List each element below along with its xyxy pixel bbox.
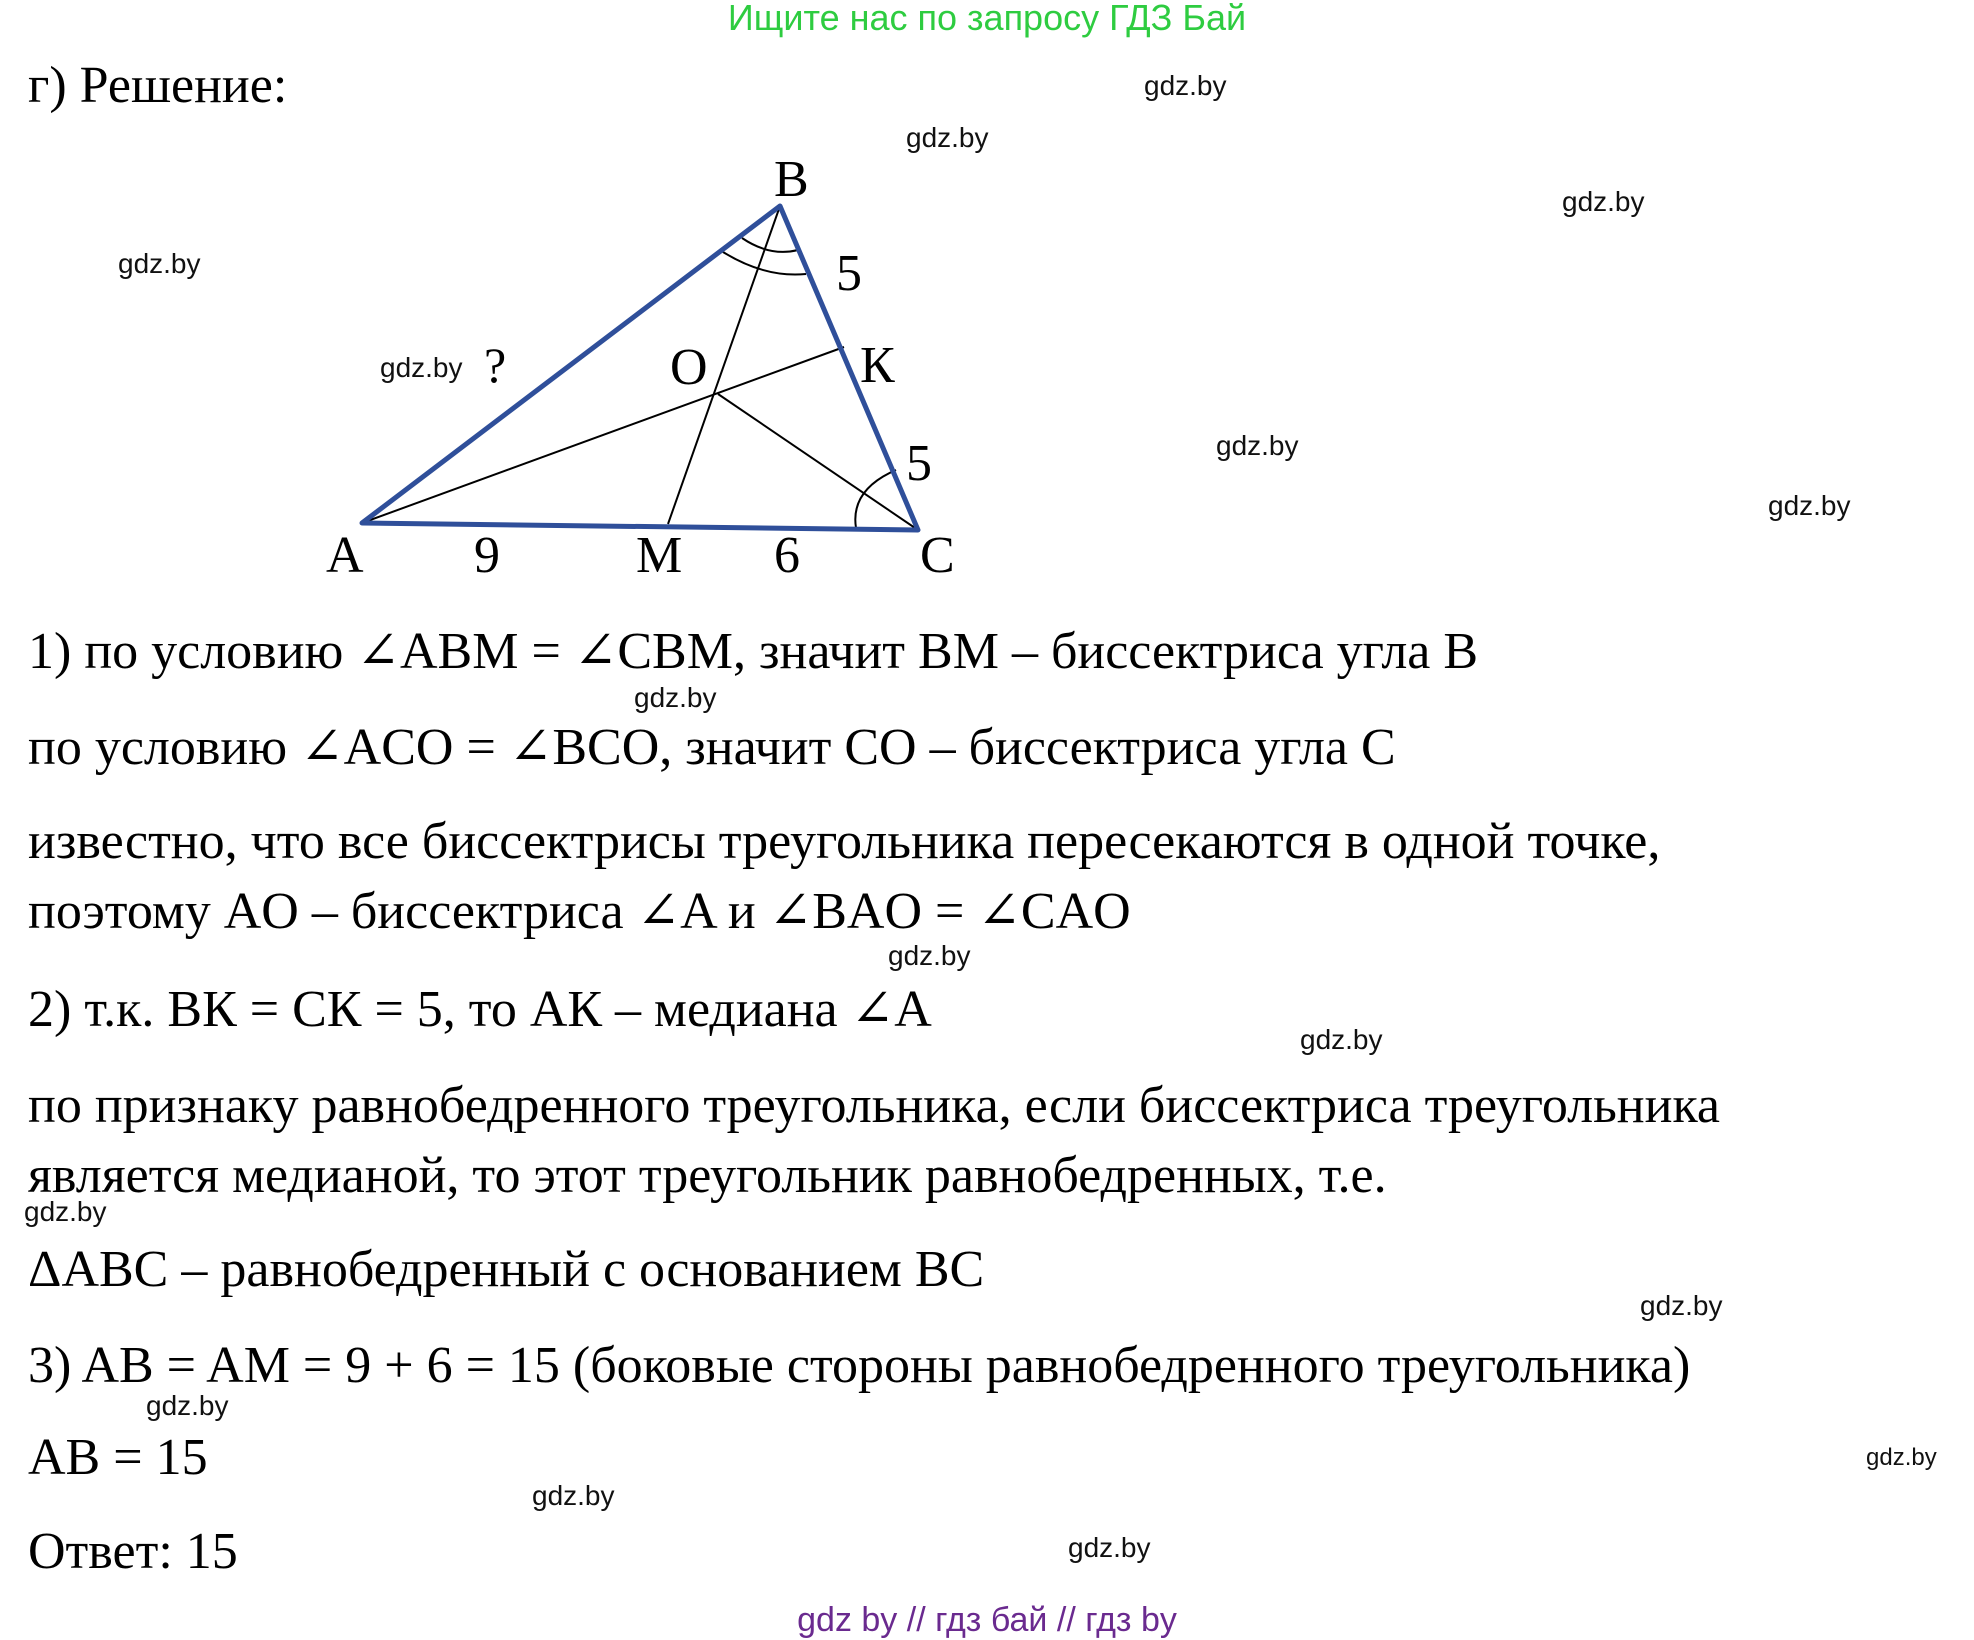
solution-line-8: ΔABC – равнобедренный с основанием BC — [28, 1241, 985, 1298]
triangle-figure — [0, 0, 1974, 600]
angle-arc-b-inner — [742, 238, 798, 252]
solution-line-5: 2) т.к. BК = CК = 5, то AК – медиана ∠A — [28, 981, 932, 1038]
solution-line-4: поэтому AO – биссектриса ∠A и ∠BAO = ∠CAO — [28, 883, 1131, 940]
unknown-ab-label: ? — [484, 337, 507, 393]
vertex-m-label: M — [636, 527, 683, 584]
solution-line-9: 3) AB = AM = 9 + 6 = 15 (боковые стороны равнобедренного треугольника) — [28, 1337, 1691, 1394]
solution-heading: г) Решение: — [28, 57, 288, 114]
watermark: gdz.by — [1640, 1290, 1723, 1321]
watermark: gdz.by — [532, 1480, 615, 1511]
watermark: gdz.by — [634, 682, 717, 713]
watermark: gdz.by — [1216, 430, 1299, 461]
solution-line-7: является медианой, то этот треугольник равнобедренных, т.е. — [28, 1147, 1387, 1204]
watermark: gdz.by — [888, 940, 971, 971]
angle-arc-b-outer — [723, 252, 806, 275]
length-bk-label: 5 — [836, 245, 862, 302]
watermark: gdz.by — [1300, 1024, 1383, 1055]
solution-line-2: по условию ∠ACO = ∠BCO, значит CO – биссектриса угла C — [28, 719, 1396, 776]
search-banner: Ищите нас по запросу ГДЗ Бай — [727, 0, 1247, 38]
watermark: gdz.by — [1866, 1444, 1937, 1471]
footer-links: gdz by // гдз бай // гдз by — [797, 1601, 1177, 1639]
watermark: gdz.by — [24, 1196, 107, 1227]
vertex-c-label: C — [920, 527, 955, 584]
length-kc-label: 5 — [906, 435, 932, 492]
watermark: gdz.by — [1562, 186, 1645, 217]
watermark: gdz.by — [906, 122, 989, 153]
vertex-o-label: O — [670, 339, 708, 396]
vertex-k-label: К — [860, 337, 895, 394]
watermark: gdz.by — [380, 352, 463, 383]
watermark: gdz.by — [1768, 490, 1851, 521]
watermark: gdz.by — [1068, 1532, 1151, 1563]
solution-line-3: известно, что все биссектрисы треугольника пересекаются в одной точке, — [28, 813, 1661, 870]
solution-line-6: по признаку равнобедренного треугольника, если биссектриса треугольника — [28, 1077, 1721, 1134]
watermark: gdz.by — [1144, 70, 1227, 101]
angle-arc-c — [855, 470, 896, 528]
solution-line-1: 1) по условию ∠ABM = ∠CBM, значит BM – биссектриса угла B — [28, 623, 1479, 680]
watermark: gdz.by — [146, 1390, 229, 1421]
length-am-label: 9 — [474, 527, 500, 584]
vertex-a-label: A — [326, 527, 364, 584]
answer-line: Ответ: 15 — [28, 1523, 238, 1580]
vertex-b-label: B — [774, 151, 809, 208]
solution-line-10: AB = 15 — [28, 1429, 208, 1486]
watermark: gdz.by — [118, 248, 201, 279]
length-mc-label: 6 — [774, 527, 800, 584]
